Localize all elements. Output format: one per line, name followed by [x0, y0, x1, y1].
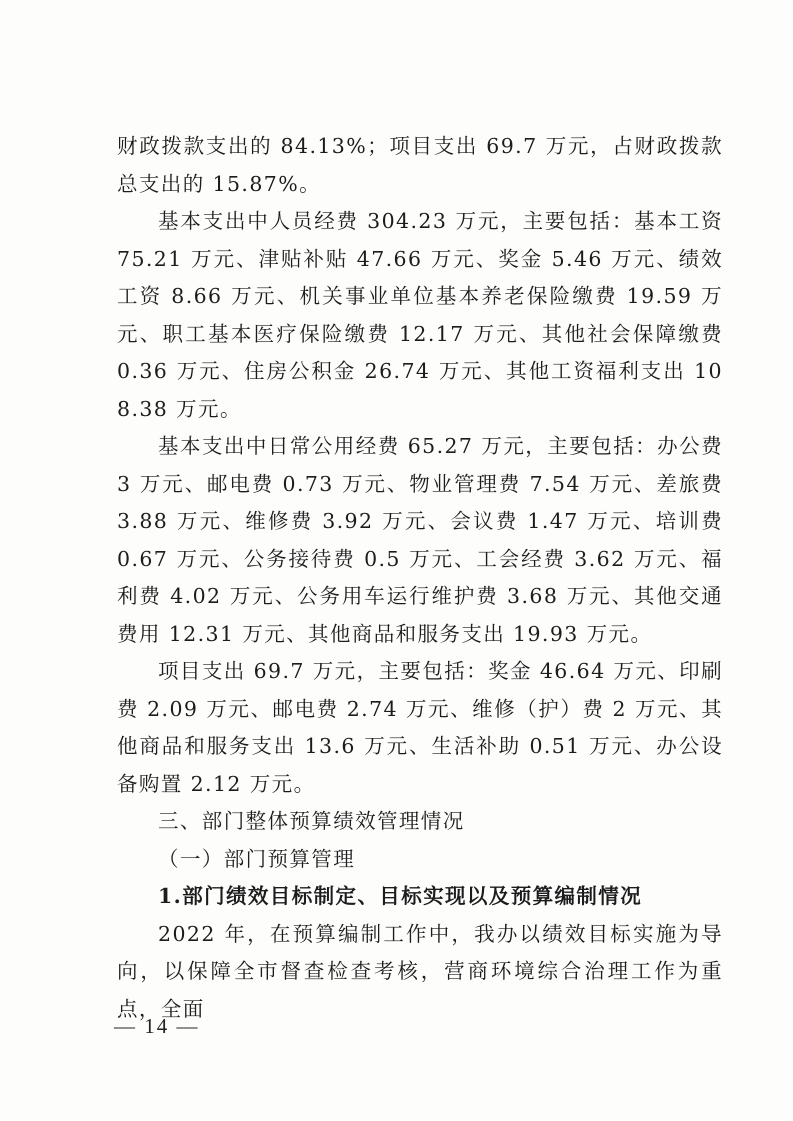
paragraph-project-expenses: 项目支出 69.7 万元，主要包括：奖金 46.64 万元、印刷费 2.09 万元、邮电费 2.74 万元、维修（护）费 2 万元、其他商品和服务支出 13.6 万元、生活补助 0.51 万元、办公设备购置 2.12 万元。	[117, 659, 723, 796]
document-body	[117, 128, 723, 1028]
section-heading: 三、部门整体预算绩效管理情况	[158, 809, 465, 833]
paragraph-budget-2022: 2022 年，在预算编制工作中，我办以绩效目标实施为导向，以保障全市督查检查考核，营商环境综合治理工作为重点，全面	[117, 921, 723, 1021]
page-number: — 14 —	[114, 1014, 200, 1038]
subsection-heading: （一）部门预算管理	[158, 846, 356, 871]
paragraph-expenditure-share: 财政拨款支出的 84.13%；项目支出 69.7 万元，占财政拨款总支出的 15.87%。	[117, 134, 723, 196]
paragraph-public-expenses: 基本支出中日常公用经费 65.27 万元，主要包括：办公费 3 万元、邮电费 0.73 万元、物业管理费 7.54 万元、差旅费 3.88 万元、维修费 3.92 万元、会议费 1.47 万元、培训费 0.67 万元、公务接待费 0.5 万元、工会经费 3.62 万元、福利费 4.02 万元、公务用车运行维护费 3.68 万元、其他交通费用 12.31 万元、其他商品和服务支出 19.93 万元。	[117, 434, 723, 646]
item-heading: 1.部门绩效目标制定、目标实现以及预算编制情况	[158, 884, 643, 908]
paragraph-personnel-expenses: 基本支出中人员经费 304.23 万元，主要包括：基本工资 75.21 万元、津贴补贴 47.66 万元、奖金 5.46 万元、绩效工资 8.66 万元、机关事业单位基本养老保险缴费 19.59 万元、职工基本医疗保险缴费 12.17 万元、其他社会保障缴费 0.36 万元、住房公积金 26.74 万元、其他工资福利支出 108.38 万元。	[117, 209, 723, 421]
